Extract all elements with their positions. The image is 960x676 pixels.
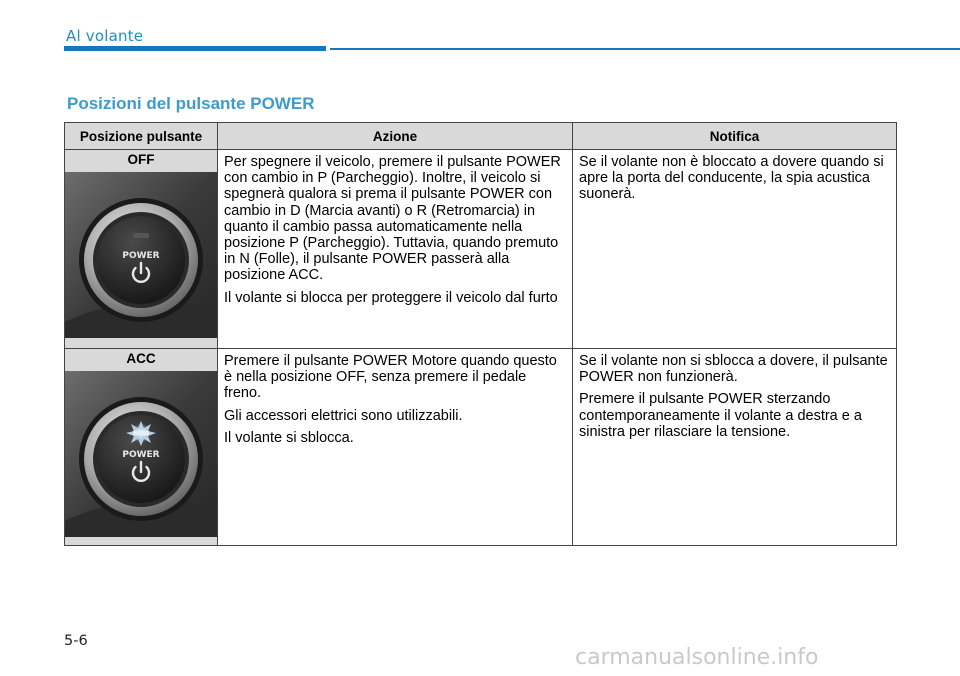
power-position-table [64, 122, 897, 546]
position-label-acc: ACC [126, 351, 156, 366]
header-rule-thin [330, 48, 960, 50]
notification-acc-paragraph-2: Premere il pulsante POWER sterzando contemporaneamente il volante a destra e a sinistra per rilasciare la tensione. [579, 391, 862, 440]
action-cell-acc [218, 349, 573, 546]
action-acc-paragraph-2: Gli accessori elettrici sono utilizzabili. [224, 407, 463, 424]
section-title: Posizioni del pulsante POWER [67, 94, 315, 113]
table-header-row [65, 123, 897, 150]
action-acc-paragraph-1: Premere il pulsante POWER Motore quando questo è nella posizione OFF, senza premere il pedale freno. [224, 353, 557, 402]
position-label-off: OFF [127, 152, 155, 167]
notification-cell-off [573, 150, 897, 349]
action-off-paragraph-2: Il volante si blocca per proteggere il veicolo dal furto [224, 289, 558, 306]
notification-off-paragraph-1: Se il volante non è bloccato a dovere quando si apre la porta del conducente, la spia acustica suonerà. [579, 154, 884, 203]
power-label-acc: POWER [122, 450, 160, 460]
table-row-acc [65, 349, 897, 546]
header-rule-thick [64, 46, 326, 51]
watermark: carmanualsonline.info [575, 645, 819, 670]
position-cell-off [65, 150, 218, 349]
power-button-photo-acc [65, 371, 217, 537]
page-number: 5-6 [64, 633, 88, 649]
action-cell-off [218, 150, 573, 349]
column-header-action: Azione [218, 123, 573, 150]
chapter-title: Al volante [66, 27, 144, 45]
position-cell-acc [65, 349, 218, 546]
table-row-off [65, 150, 897, 349]
notification-acc-paragraph-1: Se il volante non si sblocca a dovere, il pulsante POWER non funzionerà. [579, 353, 888, 386]
column-header-notification: Notifica [573, 123, 897, 150]
action-off-paragraph-1: Per spegnere il veicolo, premere il pulsante POWER con cambio in P (Parcheggio). Inoltre, il veicolo si spegnerà qualora si prema il pulsante POWER con cambio in D (Marcia avanti) o R (Retromarcia) in quanto il cambio passa automaticamente nella posizione P (Parcheggio). Tuttavia, quando premuto in N (Folle), il pulsante POWER passerà alla posizione ACC. [224, 154, 561, 284]
power-button-photo-off [65, 172, 217, 338]
action-acc-paragraph-3: Il volante si sblocca. [224, 429, 354, 446]
column-header-position: Posizione pulsante [65, 123, 218, 150]
power-label-off: POWER [122, 251, 160, 261]
notification-cell-acc [573, 349, 897, 546]
